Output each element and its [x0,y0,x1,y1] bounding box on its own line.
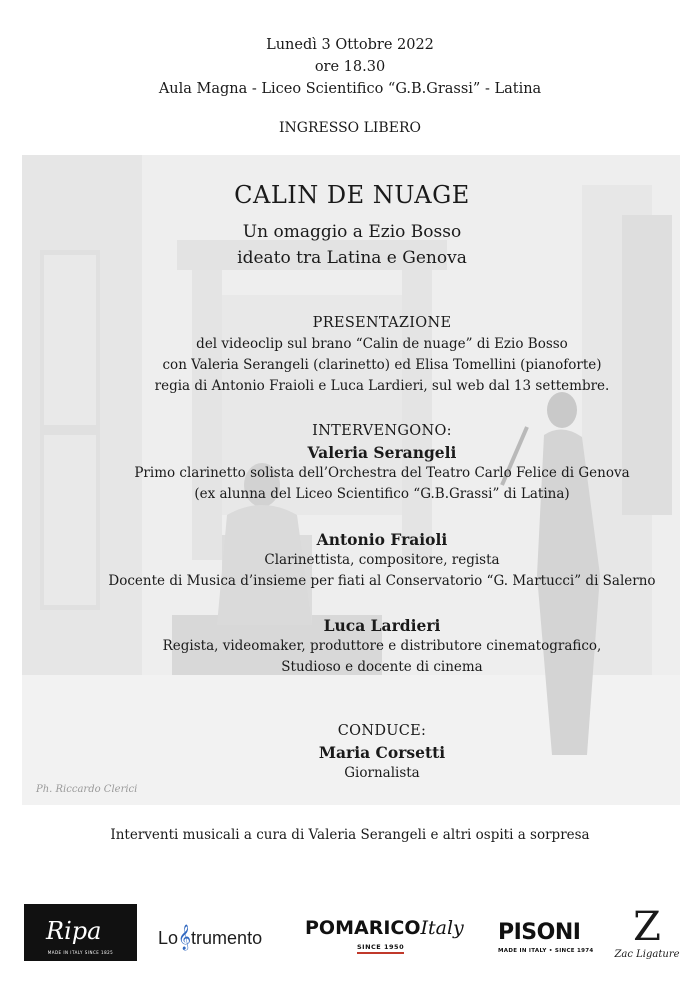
zac-name: Zac Ligature [614,949,680,960]
lostrumento-text-1: Lo [158,928,179,948]
lostrumento-logo [158,924,262,950]
speaker-detail: Clarinettista, compositore, regista [264,552,500,568]
presentazione-heading: PRESENTAZIONE [312,315,452,331]
footer-note: Interventi musicali a cura di Valeria Serangeli e altri ospiti a sorpresa [110,827,590,843]
speaker-detail: Studioso e docente di cinema [281,659,483,675]
event-header [0,34,700,100]
conduce-section [102,721,662,784]
speaker-detail: Docente di Musica d’insieme per fiati al Conservatorio “G. Martucci” di Salerno [108,573,656,589]
conduce-heading: CONDUCE: [337,723,427,739]
event-title: CALIN DE NUAGE [234,181,470,209]
pisoni-brand: PISONI [498,920,581,945]
presentazione-section [102,313,662,397]
ripa-tagline: MADE IN ITALY SINCE 1825 [47,950,114,955]
background-photo [22,155,680,805]
speaker-name: Valeria Serangeli [307,443,457,462]
intervengono-section [102,421,662,505]
speaker-detail: Primo clarinetto solista dell’Orchestra del Teatro Carlo Felice di Genova [134,465,630,481]
subtitle-line-1: Un omaggio a Ezio Bosso [242,222,462,242]
speaker-detail: Regista, videomaker, produttore e distributore cinematografico, [162,638,602,654]
event-subtitle [132,219,572,271]
sponsor-logos [0,895,700,985]
lostrumento-text-2: trumento [191,928,263,948]
speaker-name: Luca Lardieri [323,616,441,635]
zac-logo [612,905,682,960]
event-date: Lunedì 3 Ottobre 2022 [266,37,434,53]
intervengono-heading: INTERVENGONO: [312,423,452,439]
ripa-logo [24,904,137,961]
event-venue: Aula Magna - Liceo Scientifico “G.B.Grassi” - Latina [158,81,542,97]
host-role: Giornalista [344,765,420,781]
presentazione-line-2: con Valeria Serangeli (clarinetto) ed Elisa Tomellini (pianoforte) [162,357,602,373]
treble-clef-icon: 𝄞 [178,924,192,949]
zac-letter: Z [633,904,661,950]
pisoni-logo [498,920,594,954]
speaker-detail: (ex alunna del Liceo Scientifico “G.B.Grassi” di Latina) [194,486,570,502]
presentazione-line-1: del videoclip sul brano “Calin de nuage” di Ezio Bosso [196,336,568,352]
pomarico-since: SINCE 1950 [357,943,404,954]
pomarico-logo [305,917,464,951]
speaker-block [102,529,662,592]
presentazione-line-3: regia di Antonio Fraioli e Luca Lardieri, sul web dal 13 settembre. [154,378,610,394]
pisoni-made: MADE IN ITALY • SINCE 1974 [498,948,594,954]
event-time: ore 18.30 [314,59,386,75]
speaker-block [102,615,662,678]
pomarico-italy: Italy [420,917,464,939]
entry-notice: INGRESSO LIBERO [279,120,421,136]
host-name: Maria Corsetti [318,743,446,762]
ripa-mark: Ripa [46,917,102,945]
photo-credit: Ph. Riccardo Clerici [36,784,138,795]
subtitle-line-2: ideato tra Latina e Genova [237,248,467,268]
speaker-name: Antonio Fraioli [316,530,448,549]
pomarico-brand: POMARICO [305,917,421,939]
